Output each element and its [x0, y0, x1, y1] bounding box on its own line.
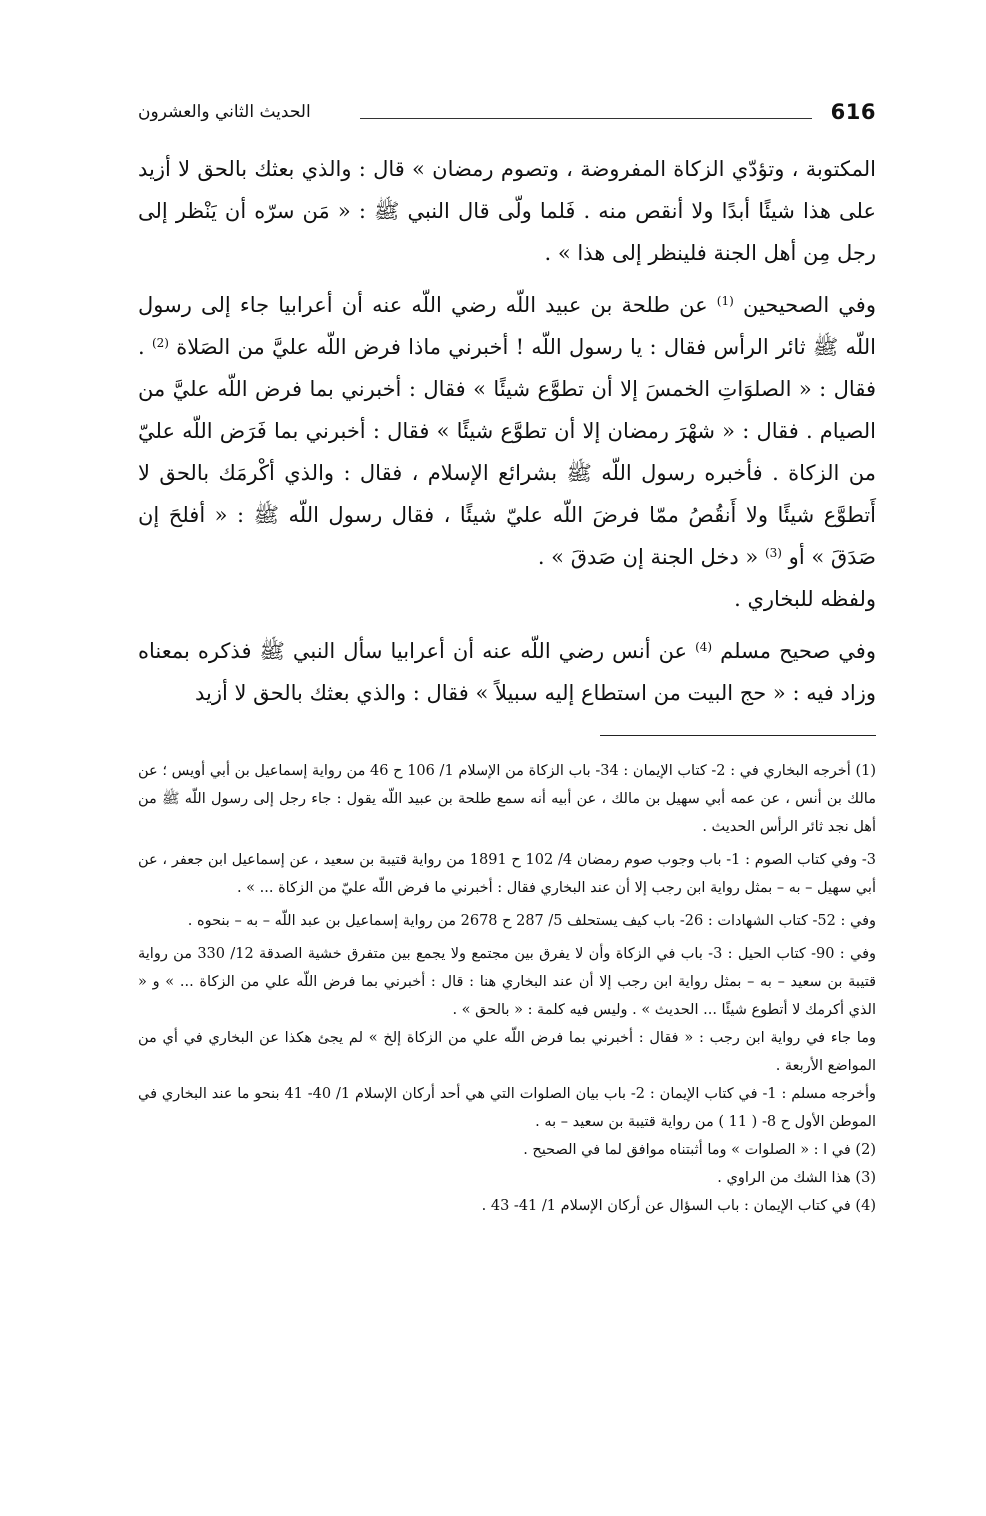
- footnote: (4) في كتاب الإيمان : باب السؤال عن أركان الإسلام 1/ 41- 43 .: [481, 1198, 876, 1214]
- paragraph-text: . فقال : « الصلوَاتِ الخمسَ إلا أن تطوَّع شيئًا » فقال : أخبرني بما فرض اللّه عليَّ من الصيام . فقال : « شهْرَ رمضان إلا أن تطوَّع شيئًا » فقال : أخبرني بما فَرَض اللّه عليّ من الزكاة . فأخبره رسول اللّه ﷺ بشرائع الإسلام ، فقال : والذي أكْرمَك بالحق لا أَتطوَّع شيئًا ولا أَنقُصُ ممّا فرضَ اللّه عليّ شيئًا ، فقال رسول اللّه ﷺ : « أفلحَ إن صَدَقَ » أو: [138, 335, 876, 569]
- footnote: (1) أخرجه البخاري في : 2- كتاب الإيمان : 34- باب الزكاة من الإسلام 1/ 106 ح 46 من رواية إسماعيل بن أبي أويس ؛ عن مالك بن أنس ، عن عمه أبي سهيل بن مالك ، عن أبيه أنه سمع طلحة بن عبيد اللّه يقول : جاء رجل إلى رسول اللّه ﷺ من أهل نجد ثائر الرأس الحديث .: [138, 763, 877, 835]
- paragraph-text: عن أنس رضي اللّه عنه أن أعرابيا سأل النبي ﷺ فذكره بمعناه وزاد فيه : « حج البيت من استطاع إليه سبيلاً » فقال : والذي بعثك بالحق لا أزيد: [138, 639, 876, 705]
- footnote: (2) في ا : « الصلوات » وما أثبتناه موافق لما في الصحيح .: [523, 1142, 876, 1158]
- chapter-title: الحديث الثاني والعشرون: [138, 102, 311, 122]
- footnotes: [138, 757, 876, 1220]
- paragraph: [138, 284, 876, 578]
- footnote: 3- وفي كتاب الصوم : 1- باب وجوب صوم رمضان 4/ 102 ح 1891 من رواية قتيبة بن سعيد ، عن إسماعيل ابن جعفر ، عن أبي سهيل – به – بمثل رواية ابن رجب إلا أن عند البخاري فقال : أخبرني ما فرض اللّه عليّ من الزكاة ... » .: [138, 852, 877, 896]
- paragraph: [138, 148, 876, 274]
- footnote: وفي : 90- كتاب الحيل : 3- باب في الزكاة وأن لا يفرق بين مجتمع ولا يجمع بين متفرق خشية الصدقة 12/ 330 من رواية قتيبة بن سعيد – به – بمثل رواية ابن رجب إلا أن عند البخاري هنا : قال : أخبرني بما فرض اللّه علي من الزكاة ... » و « الذي أكرمك لا أتطوع شيئًا ... الحديث » . وليس فيه كلمة : « بالحق » .: [138, 946, 876, 1018]
- footnote-ref[interactable]: (4): [695, 640, 713, 654]
- footnote-divider: [600, 735, 876, 736]
- paragraph: [138, 630, 876, 714]
- paragraph-text: وفي الصحيحين: [742, 293, 876, 317]
- main-text: [138, 148, 876, 714]
- footnote: (3) هذا الشك من الراوي .: [717, 1170, 876, 1186]
- footnote: وفي : 52- كتاب الشهادات : 26- باب كيف يستحلف 5/ 287 ح 2678 من رواية إسماعيل بن عبد اللّه – به – بنحوه .: [187, 913, 876, 929]
- paragraph-text: ولفظه للبخاري .: [734, 587, 876, 611]
- header-rule: [360, 118, 812, 119]
- footnote-ref[interactable]: (1): [716, 294, 734, 308]
- paragraph-text: وفي صحيح مسلم: [720, 639, 876, 663]
- paragraph-text: عن طلحة بن عبيد اللّه رضي اللّه عنه أن أعرابيا جاء إلى رسول اللّه ﷺ ثائر الرأس فقال : يا رسول اللّه ! أخبرني ماذا فرض اللّه عليَّ من الصَلاة: [138, 293, 876, 359]
- footnote-ref[interactable]: (3): [764, 546, 782, 560]
- page-number: 616: [830, 100, 876, 124]
- footnote-ref[interactable]: (2): [151, 336, 169, 350]
- running-header: [138, 96, 876, 136]
- footnote: وما جاء في رواية ابن رجب : « فقال : أخبرني بما فرض اللّه علي من الزكاة إلخ » لم يجئ هكذا عن البخاري في أي من المواضع الأربعة .: [138, 1030, 876, 1074]
- paragraph-text: المكتوبة ، وتؤدّي الزكاة المفروضة ، وتصوم رمضان » قال : والذي بعثك بالحق لا أزيد على هذا شيئًا أبدًا ولا أنقص منه . فَلما ولّى قال النبي ﷺ : « مَن سرّه أن يَنْظر إلى رجل مِن أهل الجنة فلينظر إلى هذا » .: [138, 157, 876, 265]
- footnote: وأخرجه مسلم : 1- في كتاب الإيمان : 2- باب بيان الصلوات التي هي أحد أركان الإسلام 1/ 40- 41 بنحو ما عند البخاري في الموطن الأول ح 8- ( 11 ) من رواية قتيبة بن سعيد – به .: [138, 1086, 876, 1130]
- paragraph: [138, 578, 876, 620]
- paragraph-text: « دخل الجنة إن صَدقَ » .: [537, 545, 759, 569]
